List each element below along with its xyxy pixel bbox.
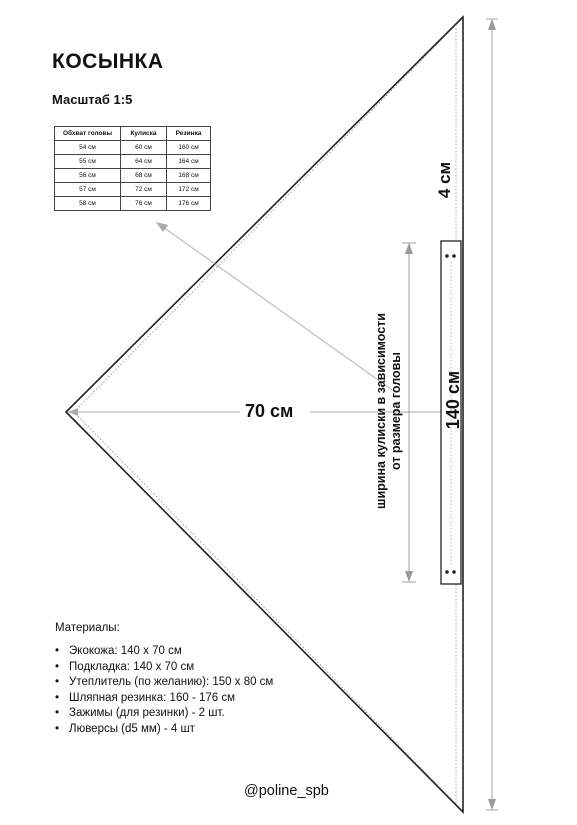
channel-note-line-2: от размера головы: [389, 352, 403, 470]
table-row: [55, 183, 211, 197]
author-handle: @poline_spb: [244, 783, 329, 799]
material-item: • Подкладка: 140 х 70 см: [55, 660, 273, 676]
table-header-cell: Резинка: [167, 127, 211, 141]
size-table: [54, 126, 211, 211]
material-item: • Зажимы (для резинки) - 2 шт.: [55, 706, 273, 722]
table-cell: 72 см: [121, 183, 167, 197]
table-cell: 60 см: [121, 141, 167, 155]
table-cell: 68 см: [121, 169, 167, 183]
table-cell: 168 см: [167, 169, 211, 183]
table-header-cell: Обхват головы: [55, 127, 121, 141]
page-title: КОСЫНКА: [52, 50, 164, 73]
material-item: • Утеплитель (по желанию): 150 х 80 см: [55, 675, 273, 691]
scale-label: Масштаб 1:5: [52, 92, 133, 107]
table-cell: 55 см: [55, 155, 121, 169]
table-cell: 57 см: [55, 183, 121, 197]
channel-note: [374, 291, 404, 531]
arrow-head-bottom: [488, 799, 496, 810]
channel-note-line-1: ширина кулиски в зависимости: [374, 313, 388, 509]
table-row: [55, 155, 211, 169]
grommet-hole: [445, 570, 449, 574]
width-dimension-label: 70 см: [245, 401, 294, 421]
material-item: • Экокожа: 140 х 70 см: [55, 644, 273, 660]
channel-width-label: 4 см: [435, 161, 454, 199]
material-item: • Шляпная резинка: 160 - 176 см: [55, 691, 273, 707]
table-header-cell: Кулиска: [121, 127, 167, 141]
pointer-arrow-head: [156, 222, 168, 232]
table-header-row: [55, 127, 211, 141]
materials-heading: Материалы:: [55, 622, 120, 634]
table-cell: 172 см: [167, 183, 211, 197]
table-cell: 160 см: [167, 141, 211, 155]
table-cell: 76 см: [121, 197, 167, 211]
materials-list: [55, 622, 273, 738]
grommet-hole: [452, 254, 456, 258]
table-row: [55, 197, 211, 211]
table-cell: 54 см: [55, 141, 121, 155]
table-cell: 176 см: [167, 197, 211, 211]
table-cell: 56 см: [55, 169, 121, 183]
height-dimension-label: 140 см: [443, 370, 463, 430]
table-row: [55, 169, 211, 183]
material-item: • Люверсы (d5 мм) - 4 шт: [55, 722, 273, 738]
arrow-head-top: [488, 19, 496, 30]
grommet-hole: [452, 570, 456, 574]
arrow-head: [405, 243, 413, 254]
table-cell: 58 см: [55, 197, 121, 211]
pointer-line: [156, 222, 395, 392]
table-row: [55, 141, 211, 155]
grommet-hole: [445, 254, 449, 258]
table-cell: 64 см: [121, 155, 167, 169]
arrow-head: [405, 571, 413, 582]
table-cell: 164 см: [167, 155, 211, 169]
